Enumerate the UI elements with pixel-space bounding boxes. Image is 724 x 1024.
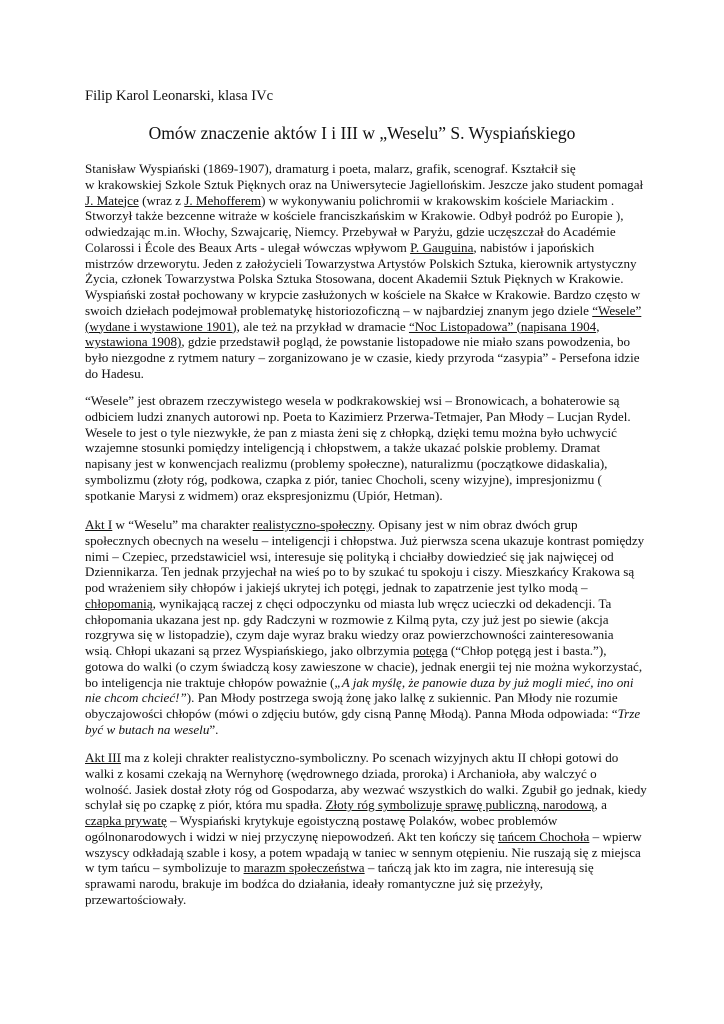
text-segment: ) w wykonywaniu polichromii w krakowskim kościele Mariackim . <box>261 192 615 208</box>
text-segment: rozgrywa się w listopadzie), czym daje wyraz braku wiedzy oraz powierzchowności zainteresowania <box>85 627 614 643</box>
text-segment: odwiedzając m.in. Włochy, Szwajcarię, Niemcy. Przebywał w Paryżu, gdzie uczęszczał do Académie <box>85 224 616 239</box>
underlined-phrase: J. Matejce <box>85 192 139 208</box>
text-line <box>85 596 665 612</box>
text-segment: Wesele to jest o tyle niezwykłe, że pan z miasta żeni się z chłopką, dzięki temu można było uchwycić <box>85 424 617 440</box>
text-line <box>85 440 665 456</box>
paragraph-biography <box>85 161 665 382</box>
text-line <box>85 161 665 177</box>
text-segment: chłopomania ukazana jest np. gdy Radczyni w rozmowie z Kilmą pyta, czy już jest po siewie (akcja <box>85 611 609 627</box>
text-line <box>85 627 665 643</box>
underlined-phrase: realistyczno-społeczny <box>252 517 372 532</box>
text-segment: , ale też na przykład w dramacie <box>236 318 409 334</box>
underlined-phrase: potęga <box>412 643 448 658</box>
text-segment: w tym tańcu – symbolizuje to <box>85 860 244 876</box>
italic-quote: „A jak myślę, że panowie duza by już mogli mieć, ino oni <box>334 674 634 690</box>
text-segment: sprawami narodu, brakuje im bodźca do działania, ideały romantyczne już się przeżyły, <box>85 876 543 891</box>
text-line <box>85 860 665 876</box>
text-segment: przewartościowały. <box>85 891 187 907</box>
text-segment: symbolizmu (złoty róg, podkowa, czapka z piór, taniec Chocholi, sceny wizyjne), impresjonizmu ( <box>85 471 602 487</box>
text-segment: Dziennikarza. Ten jednak przyjechał na wieś po to by szukać tu spokoju i ciszy. Mieszkańcy Krakowa są <box>85 564 635 580</box>
text-segment: ). Pan Młody postrzega swoją żonę jako lalkę z sukiennic. Pan Młody nie rozumie <box>186 690 618 706</box>
text-segment: ma z koleji chrakter realistyczno-symboliczny. Po scenach wizyjnych aktu II chłopi gotowi do <box>121 750 619 765</box>
text-line <box>85 224 665 240</box>
text-line <box>85 690 665 706</box>
text-line <box>85 208 665 224</box>
text-segment: , wynikającą raczej z chęci odpoczynku od miasta lub wręcz ucieczki od dekadencji. Ta <box>152 595 612 611</box>
underlined-phrase: Akt III <box>85 750 121 765</box>
text-line <box>85 564 665 580</box>
text-segment: Stanisław Wyspiański (1869-1907), dramaturg i poeta, malarz, grafik, scenograf. Kształcił się <box>85 161 576 176</box>
text-segment: (“Chłop potęgą jest i basta.”), <box>447 643 607 658</box>
text-segment: wolność. Jasiek dostał złoty róg od Gospodarza, aby wezwać wszystkich do walki. Zgubił go jednak, kiedy <box>85 781 647 797</box>
text-line <box>85 612 665 628</box>
text-line <box>85 813 665 829</box>
text-line <box>85 488 665 504</box>
text-line <box>85 393 665 409</box>
text-line <box>85 240 665 256</box>
italic-quote: być w butach na weselu <box>85 721 210 737</box>
text-segment: wzajemne stosunki pomiędzy inteligencją i chłopstwem, a także ukazać polskie problemy. Dramat <box>85 440 601 456</box>
paragraph-act-one <box>85 517 665 738</box>
text-segment: odbiciem ludzi znanych autorowi np. Poeta to Kazimierz Przerwa-Tetmajer, Pan Młody – Lucjan Rydel. <box>85 408 631 424</box>
text-segment: w “Weselu” ma charakter <box>112 517 253 532</box>
text-segment: walki z kosami czekają na Wernyhorę (wędrownego dziada, proroka) i Archanioła, aby walczyć o <box>85 765 597 781</box>
text-segment: napisany jest w konwencjach realizmu (problemy społeczne), naturalizmu (początkowe didaskalia), <box>85 456 608 471</box>
underlined-phrase: “Noc Listopadowa” (napisana 1904, <box>408 318 600 334</box>
text-segment: Wyspiański został pochowany w krypcie zasłużonych w kościele na Skałce w Krakowie. Bardzo często w <box>85 287 641 302</box>
text-segment: ”. <box>209 721 219 737</box>
text-segment: Colarossi i École des Beaux Arts - ulegał wówczas wpływom <box>85 239 411 255</box>
text-line <box>85 366 665 382</box>
text-line <box>85 256 665 272</box>
text-line <box>85 766 665 782</box>
author-line: Filip Karol Leonarski, klasa IVc <box>85 88 274 104</box>
text-segment: , a <box>594 797 607 813</box>
underlined-phrase: P. Gauguina <box>410 239 474 255</box>
text-segment: “Wesele” jest obrazem rzeczywistego wesela w podkrakowskiej wsi – Bronowicach, a bohaterowie są <box>85 393 620 408</box>
text-segment: swoich dziełach podejmował problematykę historiozoficzną – w najbardziej znanym jego dziele <box>85 302 593 318</box>
text-segment: – Wyspiański krytykuje egoistyczną postawę Polaków, wobec problemów <box>166 813 558 828</box>
text-line <box>85 193 665 209</box>
text-segment: , gdzie przedstawił pogląd, że powstanie listopadowe nie miało szans powodzenia, bo <box>181 334 631 350</box>
text-line <box>85 892 665 908</box>
text-line <box>85 271 665 287</box>
text-segment: bo inteligencja nie traktuje chłopów poważnie ( <box>85 674 335 690</box>
text-line <box>85 334 665 350</box>
text-line <box>85 409 665 425</box>
text-line <box>85 750 665 766</box>
text-line <box>85 580 665 596</box>
text-line <box>85 350 665 366</box>
text-segment: wsią. Chłopi ukazani są przez Wyspiańskiego, jako olbrzymia <box>85 643 413 658</box>
text-segment: mistrzów drzeworytu. Jeden z założycieli Towarzystwa Artystów Polskich Sztuka, kierownik artystyczny <box>85 255 637 271</box>
text-segment: , nabistów i japońskich <box>473 239 595 255</box>
text-line <box>85 829 665 845</box>
text-line <box>85 287 665 303</box>
text-segment: – tańczą jak kto im zagra, nie interesują się <box>364 860 594 876</box>
underlined-phrase: tańcem Chochoła <box>498 828 590 844</box>
text-segment: Życia, członek Towarzystwa Polska Sztuka Stosowana, docent Akademii Sztuk Pięknych w Krakowie. <box>85 271 624 287</box>
underlined-phrase: Złoty róg symbolizuje sprawę publiczną, narodową <box>325 797 595 813</box>
text-segment: wszyscy odkładają szable i kosy, a potem wpadają w taniec w sennym otępieniu. Nie ruszają się z miejsca <box>85 844 641 860</box>
text-segment: ogólnonarodowych i widzi w niej przyczynę niepowodzeń. Akt ten kończy się <box>85 828 499 844</box>
underlined-phrase: (wydane i wystawione 1901) <box>85 318 237 334</box>
text-line <box>85 659 665 675</box>
text-segment: – wpierw <box>589 828 642 844</box>
text-line <box>85 177 665 193</box>
text-segment: gotowa do walki (o czym świadczą kosy zawieszone w chacie), jednak energii tej nie można wykorzystać, <box>85 658 643 674</box>
text-line <box>85 303 665 319</box>
italic-quote: nie chcom chcieć!” <box>85 690 187 706</box>
text-segment: do Hadesu. <box>85 365 144 381</box>
text-line <box>85 319 665 335</box>
document-title: Omów znaczenie aktów I i III w „Weselu” S. Wyspiańskiego <box>148 123 576 143</box>
text-segment: społecznych obecnych na weselu – inteligencji i chłopstwa. Już pierwsza scena ukazuje kontrast pomiędzy <box>85 532 645 548</box>
text-segment: spotkanie Marysi z widmem) oraz ekspresjonizmu (Upiór, Hetman). <box>85 487 443 503</box>
text-segment: pod wrażeniem siły chłopów i jakiejś ukrytej ich potęgi, jednak to zapatrzenie jest tylko modą – <box>85 580 588 595</box>
text-line <box>85 472 665 488</box>
text-segment: było niezgodne z rytmem natury – zorganizowano je w czasie, kiedy przyroda “zasypia” - Persefona idzie <box>85 350 640 365</box>
text-line <box>85 797 665 813</box>
italic-quote: Trze <box>617 706 641 721</box>
underlined-phrase: marazm społeczeństwa <box>243 860 365 876</box>
text-line <box>85 845 665 861</box>
text-segment: Stworzył także bezcenne witraże w kościele franciszkańskim w Krakowie. Odbył podróż po Europie ), <box>85 208 624 224</box>
text-line <box>85 722 665 738</box>
text-line <box>85 517 665 533</box>
text-segment: (wraz z <box>138 192 185 208</box>
text-line <box>85 533 665 549</box>
paragraph-act-three <box>85 750 665 908</box>
text-segment: nimi – Czepiec, przedstawiciel wsi, interesuje się polityką i chciałby dowiedzieć się jak najwięcej od <box>85 548 614 564</box>
text-segment: . Opisany jest w nim obraz dwóch grup <box>371 517 578 532</box>
underlined-phrase: chłopomanią <box>85 595 153 611</box>
text-line <box>85 425 665 441</box>
underlined-phrase: wystawiona 1908) <box>85 334 182 350</box>
text-segment: obyczajowości chłopów (mówi o zdjęciu butów, gdy cisną Pannę Młodą). Panna Młoda odpowiada: “ <box>85 706 618 721</box>
underlined-phrase: J. Mehofferem <box>184 192 262 208</box>
text-line <box>85 643 665 659</box>
underlined-phrase: “Wesele” <box>592 302 642 318</box>
text-segment: schylał się po czapkę z piór, która mu spadła. <box>85 797 326 813</box>
text-line <box>85 549 665 565</box>
underlined-phrase: czapka prywatę <box>85 813 167 828</box>
text-line <box>85 456 665 472</box>
text-line <box>85 675 665 691</box>
paragraph-wesele-overview <box>85 393 665 503</box>
underlined-phrase: Akt I <box>85 517 113 532</box>
text-line <box>85 876 665 892</box>
text-segment: w krakowskiej Szkole Sztuk Pięknych oraz na Uniwersytecie Jagiellońskim. Jeszcze jako student pomagał <box>85 176 644 192</box>
text-line <box>85 782 665 798</box>
text-line <box>85 706 665 722</box>
